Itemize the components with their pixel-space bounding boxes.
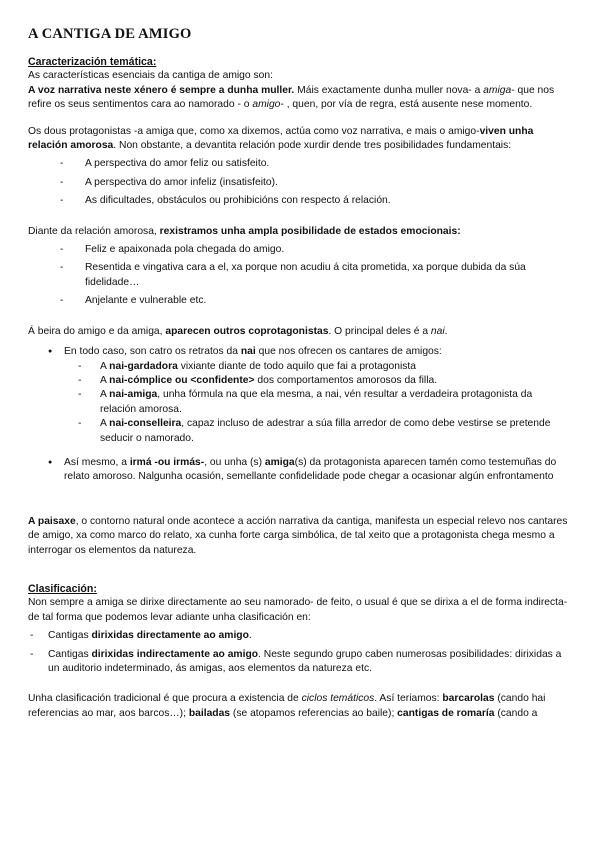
page-title: A CANTIGA DE AMIGO	[28, 26, 192, 42]
list-retratos-nai	[64, 360, 570, 446]
list-clasificacion	[28, 629, 570, 676]
bullet-item-irmas: ● Así mesmo, a irmá -ou irmás-, ou unha (s) amiga(s) da protagonista aparecen tamén como testemuñas do relato amoroso. Nalgunha ocasión, semellante confidelidade pode chegar a ocasionar algún enfrontamento	[64, 456, 570, 485]
list-item: - Feliz e apaixonada pola chegada do amigo.	[85, 243, 570, 257]
paragraph-protagonistas: Os dous protagonistas -a amiga que, como xa dixemos, actúa como voz narrativa, e mais o amigo-viven unha relación amorosa. Non obstante, a devantita relación pode xurdir dende tres posibilidades fundamentais:	[28, 125, 534, 152]
list-item: - Resentida e vingativa cara a el, xa porque non acudiu á cita prometida, xa porque dubida da súa fidelidade…	[85, 261, 570, 290]
paragraph-coprotagonistas: Á beira do amigo e da amiga, aparecen outros coprotagonistas. O principal deles é a nai.	[28, 325, 448, 337]
paragraph-clasificacion: Non sempre a amiga se dirixe directamente ao seu namorado- de feito, o usual é que se dirixa a el de forma indirecta- de tal forma que podemos levar adiante unha clasificación en:	[28, 597, 568, 623]
list-item: - A perspectiva do amor infeliz (insatisfeito).	[85, 176, 570, 190]
section-heading-clasificacion: Clasificación:	[28, 582, 97, 595]
list-item: - A nai-conselleira, capaz incluso de adestrar a súa filla arredor de como debe vestirse se pretende seducir o namorado.	[100, 417, 570, 446]
list-item: - A nai-gardadora vixiante diante de todo aquilo que fai a protagonista	[100, 360, 570, 374]
list-estados	[28, 243, 570, 309]
list-item: - As dificultades, obstáculos ou prohibicións con respecto á relación.	[85, 194, 570, 208]
list-item: - Cantigas dirixidas directamente ao amigo.	[48, 629, 570, 643]
list-item: - Cantigas dirixidas indirectamente ao amigo. Neste segundo grupo caben numerosas posibilidades: dirixidas a un auditorio indeterminado, ás amigas, aos elementos da natureza etc.	[48, 648, 570, 677]
list-item: - A nai-cómplice ou <confidente> dos comportamentos amorosos da filla.	[100, 374, 570, 388]
list-perspectivas	[28, 157, 570, 208]
section-heading-caracterizacion: Caracterización temática:	[28, 56, 157, 68]
list-item: - A nai-amiga, unha fórmula na que ela mesma, a nai, vén resultar a verdadeira protagonista da relación amorosa.	[100, 388, 570, 417]
paragraph-voz-narrativa: A voz narrativa neste xénero é sempre a dunha muller. Máis exactamente dunha muller nova- a amiga- que nos refire os seus sentimentos cara ao namorado - o amigo- , quen, por vía de regra, está ausente nese momento.	[28, 84, 555, 111]
bullet-item-nai: ● En todo caso, son catro os retratos da nai que nos ofrecen os cantares de amigos: - A nai-gardadora vixiante diante de todo aquilo que fai a protagonista - A nai-cómplice ou <confidente> dos comportamentos amorosos da filla. - A nai-amiga, unha fórmula na que ela mesma, a nai, vén resultar a verdadeira protagonista da relación amorosa. - A nai-conselleira, capaz incluso de adestrar a súa filla arredor de como debe vestirse se pretende seducir o namorado.	[64, 345, 570, 446]
bullet-list-coprotagonistas	[28, 345, 570, 485]
intro-text: As características esenciais da cantiga de amigo son:	[28, 70, 273, 82]
paragraph-paisaxe: A paisaxe, o contorno natural onde acontece a acción narrativa da cantiga, manifesta un especial relevo nos cantares de amigo, xa como marco do relato, xa cunha forte carga simbólica, de tal xeito que a protagonista chega mesmo a interrogar os elementos da natureza.	[28, 515, 568, 556]
list-item: - Anjelante e vulnerable etc.	[85, 294, 570, 308]
paragraph-ciclos-tematicos: Unha clasificación tradicional é que procura a existencia de ciclos temáticos. Así teriamos: barcarolas (cando hai referencias ao mar, aos barcos…); bailadas (se atopamos referencias ao baile); cantigas de romaría (cando a	[28, 693, 546, 719]
paragraph-estados-emocionais: Diante da relación amorosa, rexistramos unha ampla posibilidade de estados emocionais:	[28, 225, 461, 237]
list-item: - A perspectiva do amor feliz ou satisfeito.	[85, 157, 570, 171]
